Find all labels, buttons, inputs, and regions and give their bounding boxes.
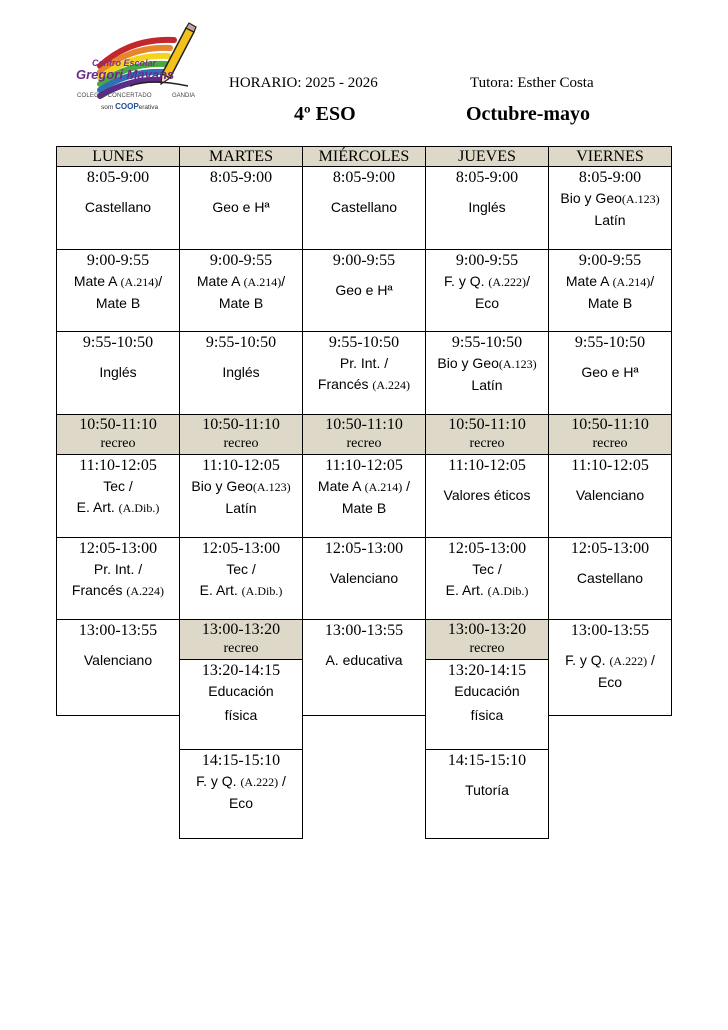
slot-time: 10:50-11:10 — [448, 416, 526, 433]
slot-time: 12:05-13:00 — [570, 540, 650, 557]
break-slot — [302, 414, 426, 455]
subject: Valenciano — [83, 652, 153, 668]
class-slot — [425, 166, 549, 250]
room-label: (A.214) — [120, 275, 159, 289]
subject — [426, 353, 548, 375]
subject-alt: Mate B — [95, 295, 141, 311]
subject-alt — [303, 374, 425, 396]
slot-time: 8:05-9:00 — [209, 169, 273, 186]
slot-time: 9:55-10:50 — [205, 334, 277, 351]
subject-alt: Mate B — [341, 500, 387, 516]
class-slot — [425, 749, 549, 839]
room-label: (A.224) — [372, 378, 411, 392]
subject: Geo e Hª — [581, 364, 639, 380]
class-slot — [425, 249, 549, 332]
subject-text: Mate A — [73, 273, 121, 289]
class-slot — [425, 454, 549, 538]
slot-time: 11:10-12:05 — [448, 457, 526, 474]
subject-text: Mate A — [317, 478, 365, 494]
logo-coop: COOP — [115, 102, 139, 111]
subject-alt: Eco — [597, 674, 623, 690]
class-slot — [548, 454, 672, 538]
room-label: (A.224) — [126, 584, 165, 598]
slot-time: 14:15-15:10 — [201, 752, 281, 769]
slot-time: 10:50-11:10 — [325, 416, 403, 433]
subject-alt — [180, 580, 302, 602]
subject — [180, 476, 302, 498]
subject-alt — [57, 580, 179, 602]
subject-alt: física — [224, 707, 258, 723]
subject-text: Francés — [317, 376, 373, 392]
subject: Inglés — [468, 199, 506, 215]
subject-separator: / — [158, 273, 163, 289]
subject-text: Francés — [71, 582, 127, 598]
slot-time: 11:10-12:05 — [79, 457, 157, 474]
slot-time: 8:05-9:00 — [455, 169, 519, 186]
room-label: (A.Dib.) — [241, 584, 283, 598]
subject-separator: / — [650, 273, 655, 289]
subject: Tec / — [226, 561, 256, 577]
class-slot — [548, 331, 672, 415]
class-slot — [56, 249, 180, 332]
slot-time: 13:20-14:15 — [447, 662, 527, 679]
subject: Inglés — [222, 364, 260, 380]
class-slot — [548, 619, 672, 716]
slot-time: 9:00-9:55 — [86, 252, 150, 269]
slot-time: 13:00-13:55 — [78, 622, 158, 639]
slot-time: 9:55-10:50 — [451, 334, 523, 351]
subject-alt — [57, 497, 179, 519]
room-label: (A.123) — [252, 480, 291, 494]
break-label: recreo — [592, 436, 628, 451]
class-slot — [548, 537, 672, 620]
slot-time: 13:20-14:15 — [201, 662, 281, 679]
subject-alt: Eco — [228, 795, 254, 811]
break-label: recreo — [469, 641, 505, 656]
slot-time: 9:00-9:55 — [455, 252, 519, 269]
class-slot — [179, 659, 303, 750]
day-header-viernes: VIERNES — [548, 146, 672, 167]
slot-time: 10:50-11:10 — [202, 416, 280, 433]
slot-time: 12:05-13:00 — [447, 540, 527, 557]
logo-line-3b: GANDIA — [172, 93, 196, 99]
class-slot — [179, 749, 303, 839]
break-label: recreo — [100, 436, 136, 451]
day-header-jueves: JUEVES — [425, 146, 549, 167]
logo-som: som — [101, 104, 116, 111]
logo-line-4 — [101, 102, 158, 111]
room-label: (A.222) — [609, 654, 648, 668]
subject-alt: Mate B — [218, 295, 264, 311]
class-slot — [179, 537, 303, 620]
slot-time: 11:10-12:05 — [571, 457, 649, 474]
subject-alt: Eco — [474, 295, 500, 311]
class-slot — [425, 331, 549, 415]
slot-time: 11:10-12:05 — [325, 457, 403, 474]
subject: Geo e Hª — [335, 282, 393, 298]
slot-time: 8:05-9:00 — [86, 169, 150, 186]
room-label: (A.222) — [488, 275, 527, 289]
subject: Geo e Hª — [212, 199, 270, 215]
subject-text: Mate A — [565, 273, 613, 289]
class-slot — [179, 166, 303, 250]
slot-time: 8:05-9:00 — [332, 169, 396, 186]
period-title: Octubre-mayo — [466, 103, 591, 125]
subject-separator: / — [281, 273, 286, 289]
subject: Pr. Int. / — [339, 355, 389, 371]
subject: Castellano — [84, 199, 152, 215]
slot-time: 9:00-9:55 — [209, 252, 273, 269]
subject-alt: Mate B — [587, 295, 633, 311]
subject: Valenciano — [329, 570, 399, 586]
break-label: recreo — [223, 436, 259, 451]
schedule-year: HORARIO: 2025 - 2026 — [229, 75, 378, 91]
subject: Pr. Int. / — [93, 561, 143, 577]
subject-alt — [426, 580, 548, 602]
class-slot — [302, 537, 426, 620]
slot-time: 8:05-9:00 — [578, 169, 642, 186]
subject-separator: / — [278, 773, 286, 789]
break-slot — [425, 619, 549, 660]
subject — [180, 771, 302, 793]
class-slot — [56, 454, 180, 538]
subject-text: F. y Q. — [196, 773, 241, 789]
slot-time: 11:10-12:05 — [202, 457, 280, 474]
subject-alt: Latín — [594, 212, 626, 228]
slot-time: 9:55-10:50 — [82, 334, 154, 351]
subject-text: E. Art. — [445, 582, 488, 598]
subject — [180, 271, 302, 293]
subject: Educación — [208, 683, 274, 699]
day-header-martes: MARTES — [179, 146, 303, 167]
subject-separator: / — [402, 478, 411, 494]
course-title: 4º ESO — [294, 103, 356, 125]
subject-text: E. Art. — [76, 499, 119, 515]
class-slot — [302, 454, 426, 538]
logo-line-1: Centro Escolar — [92, 58, 157, 68]
break-label: recreo — [469, 436, 505, 451]
slot-time: 10:50-11:10 — [571, 416, 649, 433]
tutor-name: Tutora: Esther Costa — [470, 75, 594, 91]
logo-erativa: erativa — [138, 104, 159, 111]
slot-time: 9:55-10:50 — [574, 334, 646, 351]
subject — [426, 271, 548, 293]
subject: Valenciano — [575, 487, 645, 503]
subject-text: F. y Q. — [444, 273, 489, 289]
logo-line-2: Gregori Mayans — [76, 67, 175, 82]
room-label: (A.123) — [621, 192, 660, 206]
class-slot — [56, 619, 180, 716]
subject — [57, 271, 179, 293]
subject: Tec / — [472, 561, 502, 577]
subject: Tec / — [103, 478, 133, 494]
subject: Tutoría — [465, 782, 509, 798]
class-slot — [302, 619, 426, 716]
break-slot — [548, 414, 672, 455]
room-label: (A.214) — [612, 275, 651, 289]
break-label: recreo — [223, 641, 259, 656]
day-header-lunes: LUNES — [56, 146, 180, 167]
subject-separator: / — [526, 273, 530, 289]
class-slot — [425, 537, 549, 620]
slot-time: 9:00-9:55 — [332, 252, 396, 269]
slot-time: 9:55-10:50 — [328, 334, 400, 351]
slot-time: 12:05-13:00 — [78, 540, 158, 557]
break-slot — [179, 414, 303, 455]
class-slot — [179, 454, 303, 538]
slot-time: 10:50-11:10 — [79, 416, 157, 433]
subject: Castellano — [330, 199, 398, 215]
room-label: (A.222) — [240, 775, 279, 789]
class-slot — [179, 331, 303, 415]
subject: Valores éticos — [443, 487, 531, 503]
slot-time: 13:00-13:20 — [447, 621, 527, 638]
slot-time: 13:00-13:20 — [201, 621, 281, 638]
subject — [549, 650, 671, 672]
subject — [549, 271, 671, 293]
subject-text: Bio y Geo — [437, 355, 499, 371]
subject-text: Mate A — [196, 273, 244, 289]
subject: Inglés — [99, 364, 137, 380]
class-slot — [548, 166, 672, 250]
room-label: (A.214) — [364, 480, 403, 494]
class-slot — [302, 331, 426, 415]
subject-alt: Latín — [471, 377, 503, 393]
class-slot — [425, 659, 549, 750]
subject: Educación — [454, 683, 520, 699]
room-label: (A.Dib.) — [487, 584, 529, 598]
class-slot — [179, 249, 303, 332]
break-slot — [56, 414, 180, 455]
break-slot — [425, 414, 549, 455]
subject: Castellano — [576, 570, 644, 586]
slot-time: 14:15-15:10 — [447, 752, 527, 769]
room-label: (A.Dib.) — [118, 501, 160, 515]
subject-text: F. y Q. — [565, 652, 610, 668]
subject-separator: / — [647, 652, 655, 668]
logo-line-3: COLEGIO CONCERTADO — [77, 93, 152, 99]
class-slot — [56, 537, 180, 620]
room-label: (A.214) — [243, 275, 282, 289]
subject-alt: física — [470, 707, 504, 723]
break-slot — [179, 619, 303, 660]
room-label: (A.123) — [498, 357, 537, 371]
subject — [303, 476, 425, 498]
slot-time: 13:00-13:55 — [570, 622, 650, 639]
break-label: recreo — [346, 436, 382, 451]
subject: A. educativa — [325, 652, 403, 668]
slot-time: 12:05-13:00 — [324, 540, 404, 557]
slot-time: 12:05-13:00 — [201, 540, 281, 557]
subject-text: Bio y Geo — [191, 478, 253, 494]
subject-text: E. Art. — [199, 582, 242, 598]
subject-alt: Latín — [225, 500, 257, 516]
class-slot — [56, 331, 180, 415]
day-header-miercoles: MIÉRCOLES — [302, 146, 426, 167]
class-slot — [548, 249, 672, 332]
class-slot — [302, 166, 426, 250]
class-slot — [56, 166, 180, 250]
slot-time: 9:00-9:55 — [578, 252, 642, 269]
class-slot — [302, 249, 426, 332]
subject-text: Bio y Geo — [560, 190, 622, 206]
slot-time: 13:00-13:55 — [324, 622, 404, 639]
subject — [549, 188, 671, 210]
